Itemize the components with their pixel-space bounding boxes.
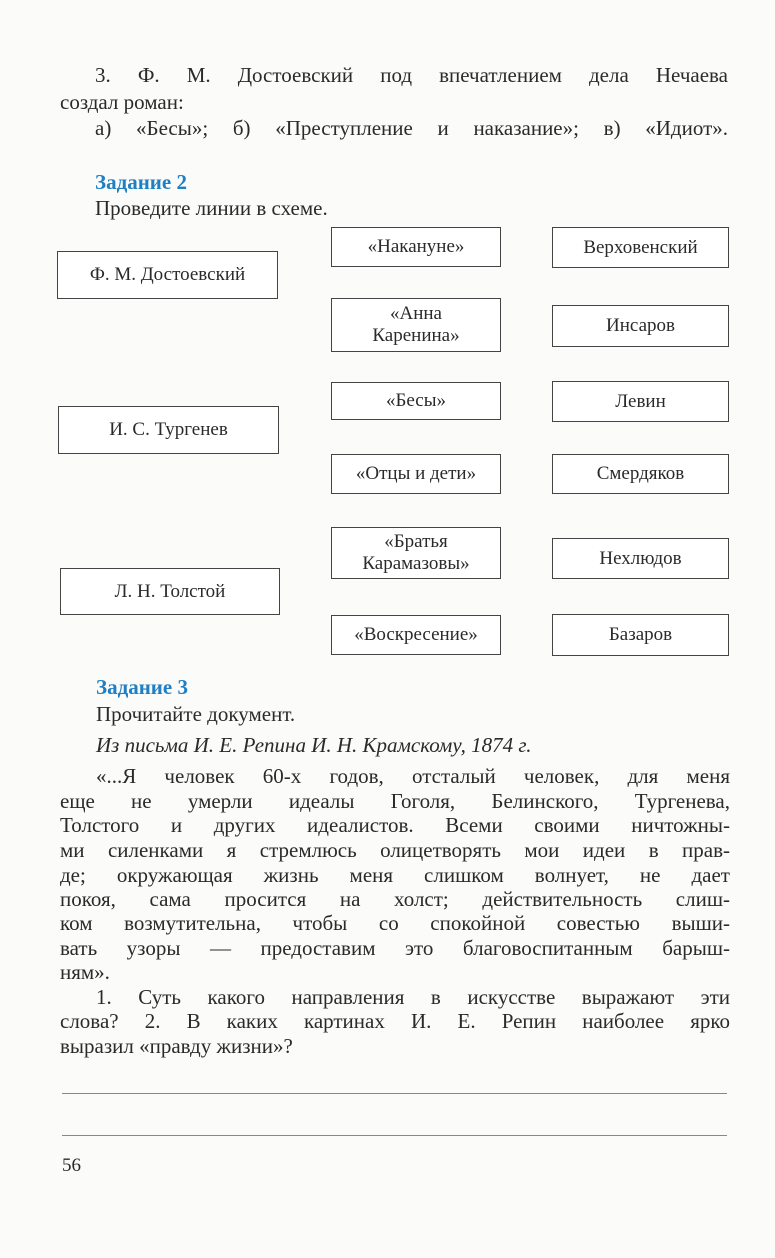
character-box[interactable]: Верховенский [552,227,729,268]
quote-line: де; окружающая жизнь меня слишком волнует, не дает [60,863,730,887]
novel-box[interactable]: «Бесы» [331,382,501,420]
task-2-title: Задание 2 [95,170,187,194]
novel-box[interactable]: «Анна Каренина» [331,298,501,352]
quote-line: покоя, сама просится на холст; действительность слиш- [60,887,730,911]
character-box[interactable]: Базаров [552,614,729,656]
author-box[interactable]: И. С. Тургенев [58,406,279,454]
question-text: 3. Ф. М. Достоевский под впечатлением дела Нечаева [95,63,728,87]
author-box[interactable]: Л. Н. Толстой [60,568,280,615]
quote-line: Толстого и других идеалистов. Всеми своими ничтожны- [60,813,730,837]
task-3-title: Задание 3 [96,675,188,699]
page-number: 56 [62,1155,81,1176]
novel-box[interactable]: «Воскресение» [331,615,501,655]
question-line: слова? 2. В каких картинах И. Е. Репин наиболее ярко [60,1009,730,1033]
novel-box[interactable]: «Братья Карамазовы» [331,527,501,579]
question-line: выразил «правду жизни»? [60,1034,293,1058]
quote-line: еще не умерли идеалы Гоголя, Белинского, Тургенева, [60,789,730,813]
answer-line[interactable] [62,1135,727,1136]
character-box[interactable]: Левин [552,381,729,422]
task-3-instruction: Прочитайте документ. [96,702,296,726]
quote-line: ням». [60,960,110,984]
author-box[interactable]: Ф. М. Достоевский [57,251,278,299]
quote-line: ком возмутительна, чтобы со спокойной совестью выши- [60,911,730,935]
answer-options: а) «Бесы»; б) «Преступление и наказание»; в) «Идиот». [95,116,728,140]
question-text: создал роман: [60,90,184,114]
character-box[interactable]: Инсаров [552,305,729,347]
quote-line: «...Я человек 60-х годов, отсталый человек, для меня [96,764,730,788]
quote-line: вать узоры — предоставим это благовоспитанным барыш- [60,936,730,960]
novel-box[interactable]: «Отцы и дети» [331,454,501,494]
character-box[interactable]: Смердяков [552,454,729,494]
answer-line[interactable] [62,1093,727,1094]
document-source: Из письма И. Е. Репина И. Н. Крамскому, 1874 г. [96,733,532,757]
task-2-instruction: Проведите линии в схеме. [95,196,328,220]
character-box[interactable]: Нехлюдов [552,538,729,579]
question-line: 1. Суть какого направления в искусстве выражают эти [96,985,730,1009]
novel-box[interactable]: «Накануне» [331,227,501,267]
quote-line: ми силенками я стремлюсь олицетворять мои идеи в прав- [60,838,730,862]
